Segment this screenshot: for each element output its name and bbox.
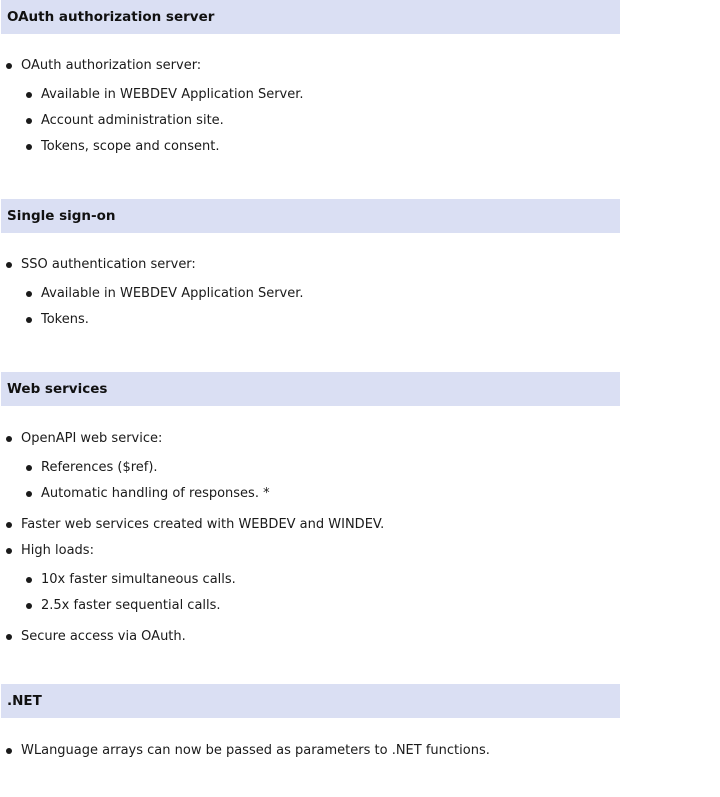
bullet-icon <box>26 603 32 609</box>
bullet-icon <box>6 522 12 528</box>
bullet-icon <box>6 748 12 754</box>
bullet-icon <box>26 291 32 297</box>
bullet-icon <box>6 436 12 442</box>
bullet-icon <box>26 491 32 497</box>
list-item-text: Secure access via OAuth. <box>21 629 186 644</box>
list-item-text: OAuth authorization server: <box>21 58 202 73</box>
bullet-icon <box>26 118 32 124</box>
bullet-icon <box>26 92 32 98</box>
bullet-icon <box>26 144 32 150</box>
bullet-icon <box>6 63 12 69</box>
bullet-icon <box>26 465 32 471</box>
bullet-icon <box>26 577 32 583</box>
list-item-text: Account administration site. <box>41 113 224 128</box>
list-item-text: Available in WEBDEV Application Server. <box>41 87 304 102</box>
bullet-icon <box>6 548 12 554</box>
section-heading: Web services <box>1 372 620 406</box>
bullet-icon <box>6 634 12 640</box>
bullet-icon <box>26 317 32 323</box>
list-item-text: Available in WEBDEV Application Server. <box>41 286 304 301</box>
list-item-text: WLanguage arrays can now be passed as parameters to .NET functions. <box>21 743 490 758</box>
list-item-text: High loads: <box>21 543 94 558</box>
section-heading: OAuth authorization server <box>1 0 620 34</box>
list-item-text: OpenAPI web service: <box>21 431 163 446</box>
list-item-text: References ($ref). <box>41 460 158 475</box>
list-item-text: Faster web services created with WEBDEV and WINDEV. <box>21 517 385 532</box>
list-item-text: 10x faster simultaneous calls. <box>41 572 236 587</box>
section-heading: Single sign-on <box>1 199 620 233</box>
list-item-text: Automatic handling of responses. * <box>41 486 270 501</box>
list-item-text: Tokens. <box>41 312 89 327</box>
list-item-text: 2.5x faster sequential calls. <box>41 598 221 613</box>
bullet-icon <box>6 262 12 268</box>
section-heading: .NET <box>1 684 620 718</box>
list-item-text: SSO authentication server: <box>21 257 196 272</box>
list-item-text: Tokens, scope and consent. <box>41 139 220 154</box>
